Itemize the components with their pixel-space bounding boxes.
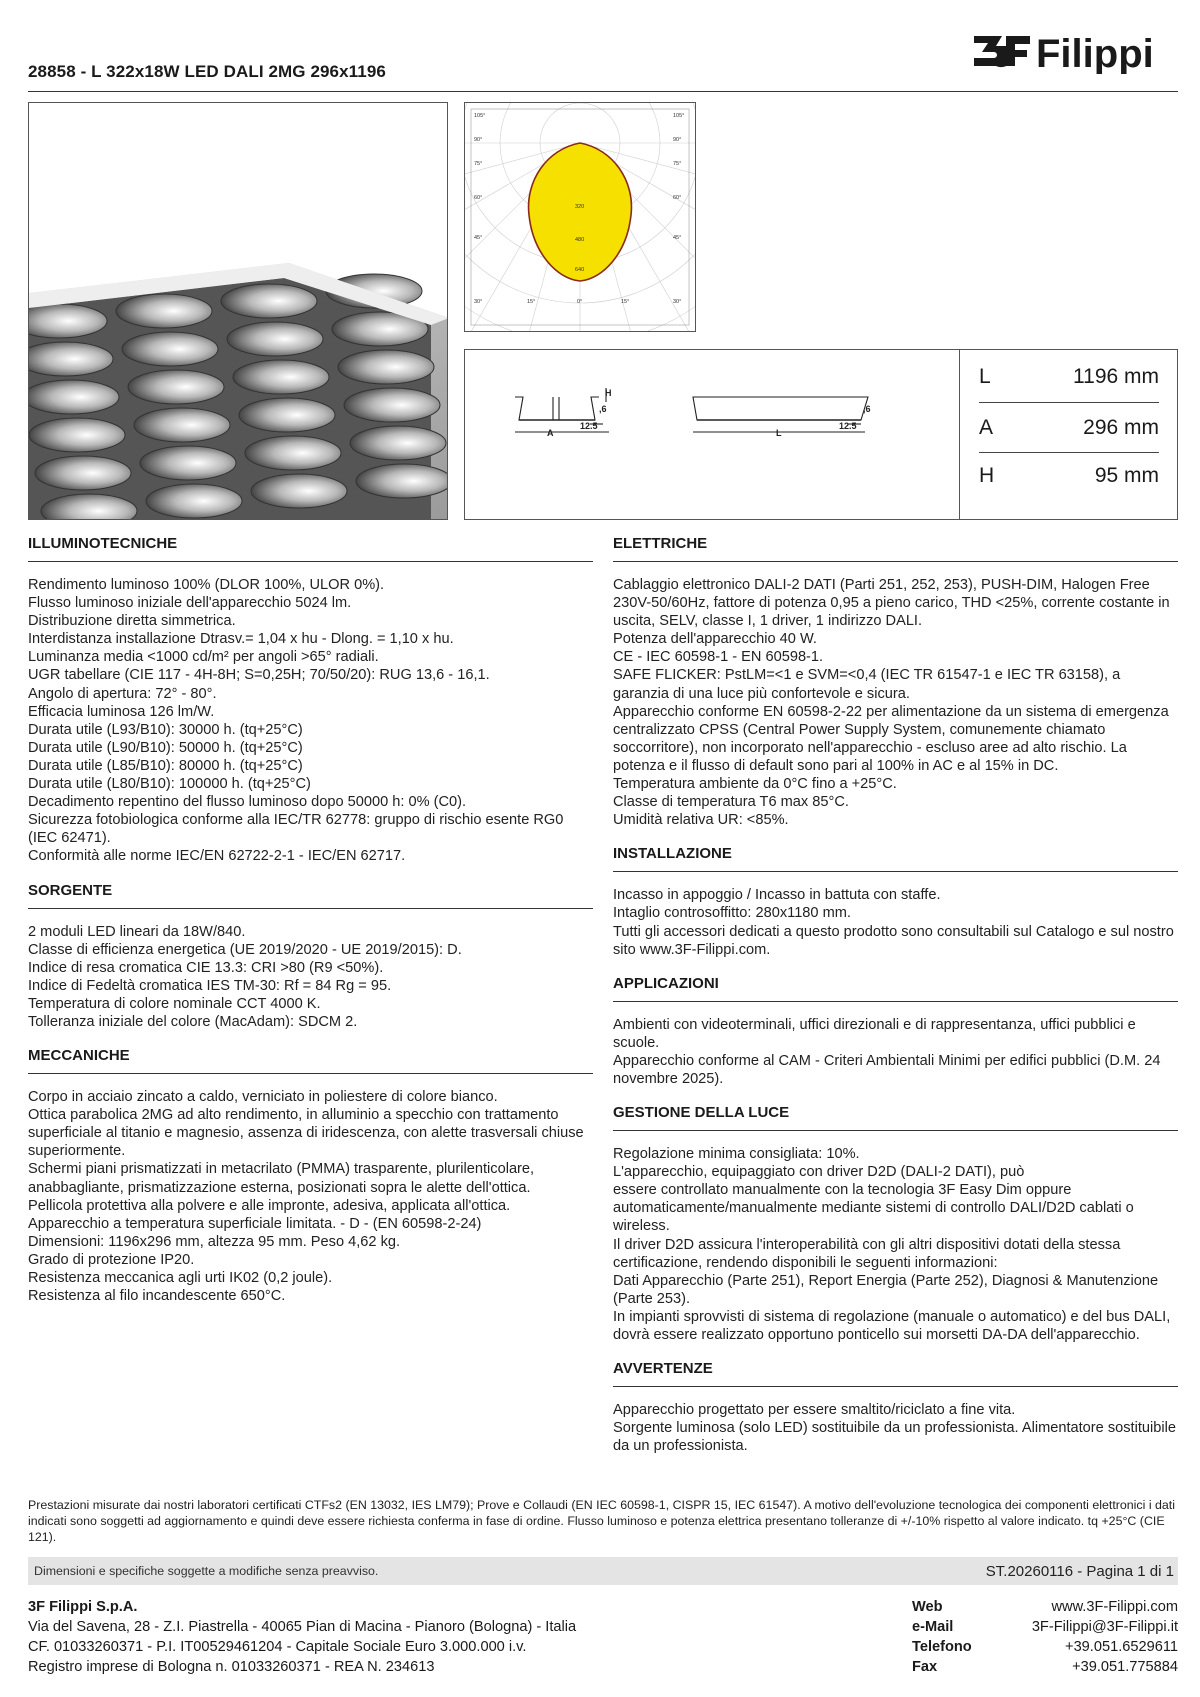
section-line: Resistenza al filo incandescente 650°C.: [28, 1288, 286, 1305]
section-meccaniche: [28, 1045, 593, 1305]
svg-text:Filippi: Filippi: [1036, 32, 1154, 74]
section-line: Interdistanza installazione Dtrasv.= 1,04 x hu - Dlong. = 1,10 x hu.: [28, 631, 454, 648]
section-body: [28, 576, 593, 866]
louvre-cell: [356, 464, 448, 498]
section-line: Tolleranza iniziale del colore (MacAdam): SDCM 2.: [28, 1013, 358, 1030]
company-logo: [972, 24, 1177, 74]
email-link[interactable]: 3F-Filippi@3F-Filippi.it: [1031, 1619, 1178, 1635]
section-line: Durata utile (L85/B10): 80000 h. (tq+25°C): [28, 757, 303, 774]
company-registry: Registro imprese di Bologna n. 01033260371 - REA N. 234613: [28, 1659, 435, 1675]
company-address: Via del Savena, 28 - Z.I. Piastrella - 40065 Pian di Macina - Pianoro (Bologna) - Italia: [28, 1619, 577, 1635]
section-line: Sorgente luminosa (solo LED) sostituibile da un professionista. Alimentatore sostituibile da un professionista.: [613, 1420, 1176, 1455]
section-line: Regolazione minima consigliata: 10%.: [613, 1146, 860, 1163]
section-title: MECCANICHE: [28, 1047, 130, 1065]
dimension-drawing: [465, 350, 959, 519]
section-line: Durata utile (L80/B10): 100000 h. (tq+25°C): [28, 776, 311, 793]
polar-angle-label: 60°: [673, 195, 682, 201]
dimension-value: 1196 mm: [1073, 365, 1159, 388]
phone-value: +39.051.6529611: [1065, 1639, 1178, 1655]
section-body: [613, 1401, 1178, 1455]
header-rule: [28, 91, 1178, 92]
dimension-key: H: [979, 464, 995, 487]
photometric-polar-diagram: [464, 102, 696, 332]
section-line: Durata utile (L90/B10): 50000 h. (tq+25°C): [28, 739, 303, 756]
dimension-value: 95 mm: [1094, 464, 1159, 487]
label-l: L: [776, 428, 782, 438]
section-line: Efficacia luminosa 126 lm/W.: [28, 703, 215, 720]
section-rule: [613, 1386, 1178, 1387]
section-line: Apparecchio conforme al CAM - Criteri Ambientali Minimi per edifici pubblici (D.M. 24 novembre 2025).: [613, 1052, 1161, 1087]
section-line: Apparecchio progettato per essere smaltito/riciclato a fine vita.: [613, 1402, 1016, 1419]
right-column: [613, 533, 1178, 1469]
section-illuminotecniche: [28, 533, 593, 866]
polar-angle-label: 75°: [673, 161, 682, 167]
polar-angle-label: 0°: [577, 299, 583, 305]
section-line: UGR tabellare (CIE 117 - 4H-8H; S=0,25H; 70/50/20): RUG 13,6 - 16,1.: [28, 667, 490, 684]
contact-label: Fax: [912, 1659, 938, 1675]
louvre-cell: [116, 294, 212, 328]
polar-intensity-label: 640: [575, 267, 585, 273]
section-line: Luminanza media <1000 cd/m² per angoli >65° radiali.: [28, 649, 379, 666]
section-line: Apparecchio conforme EN 60598-2-22 per alimentazione da un sistema di emergenza centralizzato CPSS (Central Power Supply System, comunemente chiamato soccorritore), non incorporato nell'apparecchio - escluso aree ad alto rischio. La potenza e il flusso di default sono pari al 100% in AC e al 15% in DC.: [613, 703, 1169, 774]
section-line: Potenza dell'apparecchio 40 W.: [613, 631, 817, 648]
louvre-cell: [134, 408, 230, 442]
polar-angle-label: 90°: [673, 137, 682, 143]
section-line: Temperatura ambiente da 0°C fino a +25°C.: [613, 776, 897, 793]
dimension-row-width: [979, 405, 1159, 451]
section-rule: [613, 1130, 1178, 1131]
section-rule: [613, 871, 1178, 872]
section-line: Tutti gli accessori dedicati a questo prodotto sono consultabili sul Catalogo e sul nostro sito www.3F-Filippi.com.: [613, 923, 1174, 958]
section-title: GESTIONE DELLA LUCE: [613, 1104, 790, 1122]
section-line: Sicurezza fotobiologica conforme alla IEC/TR 62778: gruppo di rischio esente RG0 (IEC 62471).: [28, 812, 564, 847]
dimensions-divider: [959, 350, 960, 519]
section-line: Cablaggio elettronico DALI-2 DATI (Parti 251, 252, 253), PUSH-DIM, Halogen Free 230V-50/60Hz, fattore di potenza 0,95 a pieno carico, THD <25%, corrente costante in uscita, SELV, classe I, 1 driver, 1 indirizzo DALI.: [613, 577, 1170, 630]
section-body: [613, 886, 1178, 958]
dimension-rule: [979, 402, 1159, 403]
polar-angle-label: 45°: [673, 235, 682, 241]
louvre-cell: [239, 398, 335, 432]
section-line: Durata utile (L93/B10): 30000 h. (tq+25°C): [28, 721, 303, 738]
louvre-cell: [128, 370, 224, 404]
section-line: Rendimento luminoso 100% (DLOR 100%, ULOR 0%).: [28, 577, 385, 593]
louvre-cell: [29, 380, 119, 414]
polar-angle-label: 15°: [621, 299, 630, 305]
louvre-cell: [29, 342, 113, 376]
section-rule: [28, 908, 593, 909]
polar-angle-label: 75°: [474, 161, 483, 167]
section-line: In impianti sprovvisti di sistema di regolazione (manuale o automatico) e del bus DALI, dovrà essere realizzato opportuno ponticello sui morsetti DA-DA dell'apparecchio.: [613, 1308, 1171, 1343]
louvre-cell: [35, 456, 131, 490]
product-photo: [28, 102, 448, 520]
section-line: Decadimento repentino del flusso luminoso dopo 50000 h: 0% (C0).: [28, 794, 467, 811]
dimension-key: L: [979, 365, 991, 388]
section-title: SORGENTE: [28, 881, 113, 899]
polar-angle-label: 60°: [474, 195, 483, 201]
label-a: A: [547, 428, 554, 438]
louvre-cell: [338, 350, 434, 384]
louvre-cell: [227, 322, 323, 356]
polar-intensity-label: 320: [575, 204, 585, 210]
product-title: 28858 - L 322x18W LED DALI 2MG 296x1196: [28, 62, 386, 81]
polar-angle-label: 105°: [673, 113, 685, 119]
change-notice: Dimensioni e specifiche soggette a modifiche senza preavviso.: [34, 1564, 379, 1578]
section-line: Flusso luminoso iniziale dell'apparecchio 5024 lm.: [28, 595, 352, 612]
left-column: [28, 533, 593, 1319]
louvre-cell: [350, 426, 446, 460]
dimension-row-length: [979, 354, 1159, 400]
section-line: L'apparecchio, equipaggiato con driver D2D (DALI-2 DATI), può: [613, 1164, 1025, 1181]
dimension-value: 296 mm: [1083, 416, 1159, 439]
section-line: Apparecchio a temperatura superficiale limitata. - D - (EN 60598-2-24): [28, 1215, 482, 1232]
louvre-cell: [146, 484, 242, 518]
section-body: [613, 576, 1178, 829]
section-line: Incasso in appoggio / Incasso in battuta con staffe.: [613, 887, 941, 904]
section-title: INSTALLAZIONE: [613, 845, 732, 863]
section-gestione-della-luce: [613, 1102, 1178, 1344]
contact-label: e-Mail: [912, 1619, 954, 1635]
section-line: 2 moduli LED lineari da 18W/840.: [28, 923, 246, 940]
section-rule: [28, 1073, 593, 1074]
dim-6-l: ,6: [863, 404, 871, 414]
louvre-cell: [251, 474, 347, 508]
polar-angle-label: 105°: [474, 113, 486, 119]
section-title: AVVERTENZE: [613, 1360, 713, 1378]
section-line: Angolo di apertura: 72° - 80°.: [28, 685, 217, 702]
louvre-cell: [233, 360, 329, 394]
section-line: Conformità alle norme IEC/EN 62722-2-1 - IEC/EN 62717.: [28, 848, 406, 865]
polar-intensity-label: 480: [575, 237, 585, 243]
contact-phone: [912, 1637, 1178, 1657]
section-line: Corpo in acciaio zincato a caldo, verniciato in poliestere di colore bianco.: [28, 1089, 498, 1106]
section-line: Indice di Fedeltà cromatica IES TM-30: Rf = 84 Rg = 95.: [28, 977, 392, 994]
dim-12-5-a: 12.5: [580, 421, 598, 431]
company-fiscal: CF. 01033260371 - P.I. IT00529461204 - Capitale Sociale Euro 3.000.000 i.v.: [28, 1639, 527, 1655]
section-line: Grado di protezione IP20.: [28, 1251, 195, 1268]
section-title: ELETTRICHE: [613, 535, 708, 552]
label-h: H: [605, 388, 612, 398]
dim-12-5-l: 12.5: [839, 421, 857, 431]
section-title: APPLICAZIONI: [613, 974, 719, 992]
dimension-row-height: [979, 453, 1159, 499]
dimensions-panel: [464, 349, 1178, 520]
polar-angle-label: 45°: [474, 235, 483, 241]
polar-angle-label: 90°: [474, 137, 483, 143]
section-line: Ottica parabolica 2MG ad alto rendimento, in alluminio a specchio con trattamento superficiale al titanio e magnesio, assenza di iridescenza, con alette trasversali chiuse superiormente.: [28, 1107, 584, 1160]
polar-angle-label: 30°: [673, 299, 682, 305]
section-line: Intaglio controsoffitto: 280x1180 mm.: [613, 905, 851, 922]
contact-label: Telefono: [912, 1639, 972, 1655]
polar-angle-label: 30°: [474, 299, 483, 305]
section-rule: [613, 1001, 1178, 1002]
section-line: Classe di efficienza energetica (UE 2019/2020 - UE 2019/2015): D.: [28, 941, 462, 958]
contact-email: [912, 1617, 1178, 1637]
section-body: [28, 1088, 593, 1305]
section-line: SAFE FLICKER: PstLM=<1 e SVM=<0,4 (IEC TR 61547-1 e IEC TR 63158), a garanzia di una luce più confortevole e sicura.: [613, 667, 1121, 702]
section-line: essere controllato manualmente con la tecnologia 3F Easy Dim oppure automaticamente/manualmente mediante sistemi di controllo DALI/D2D cablati o wireless.: [613, 1182, 1134, 1235]
section-line: Distribuzione diretta simmetrica.: [28, 613, 236, 630]
section-line: Temperatura di colore nominale CCT 4000 K.: [28, 995, 321, 1012]
web-link[interactable]: www.3F-Filippi.com: [1051, 1599, 1178, 1615]
section-sorgente: [28, 880, 593, 1032]
section-title: ILLUMINOTECNICHE: [28, 535, 178, 552]
section-applicazioni: [613, 973, 1178, 1088]
section-line: Indice di resa cromatica CIE 13.3: CRI >80 (R9 <50%).: [28, 959, 384, 976]
section-body: [28, 923, 593, 1032]
section-rule: [28, 561, 593, 562]
section-body: [613, 1145, 1178, 1344]
section-avvertenze: [613, 1358, 1178, 1455]
company-name: 3F Filippi S.p.A.: [28, 1599, 138, 1615]
louvre-cell: [140, 446, 236, 480]
fax-value: +39.051.775884: [1072, 1659, 1178, 1675]
section-line: Pellicola protettiva alla polvere e alle impronte, adesiva, applicata all'ottica.: [28, 1197, 511, 1214]
section-elettriche: [613, 533, 1178, 829]
section-line: CE - IEC 60598-1 - EN 60598-1.: [613, 649, 824, 666]
dimension-key: A: [979, 416, 994, 439]
section-line: Schermi piani prismatizzati in metacrilato (PMMA) trasparente, plurilenticolare, anabbagliante, prismatizzazione esterna, posizionati sopra le alette dell'ottica.: [28, 1161, 535, 1196]
louvre-cell: [221, 284, 317, 318]
section-body: [613, 1016, 1178, 1088]
section-line: Il driver D2D assicura l'interoperabilità con gli altri dispositivi dotati della stessa certificazione, rendendo disponibili le seguenti informazioni:: [613, 1236, 1121, 1271]
louvre-cell: [29, 418, 125, 452]
measurement-disclaimer: Prestazioni misurate dai nostri laboratori certificati CTFs2 (EN 13032, IES LM79); Prove e Collaudi (EN IEC 60598-1, CISPR 15, IEC 61547). A motivo dell'evoluzione tecnologica dei componenti elettronici i dati indicati sono soggetti ad aggiornamento e quindi deve essere richiesta conferma in fase di ordine. Flusso luminoso e potenza elettrica presentano tolleranze di +/-10% rispetto al valore indicato. tq +25°C (CIE 121).: [28, 1498, 1175, 1544]
company-info: [28, 1597, 728, 1677]
contact-web: [912, 1597, 1178, 1617]
document-reference: ST.20260116 - Pagina 1 di 1: [985, 1562, 1174, 1580]
section-line: Classe di temperatura T6 max 85°C.: [613, 794, 849, 811]
section-line: Ambienti con videoterminali, uffici direzionali e di rappresentanza, uffici pubblici e scuole.: [613, 1016, 1136, 1051]
contact-fax: [912, 1657, 1178, 1677]
section-line: Dimensioni: 1196x296 mm, altezza 95 mm. Peso 4,62 kg.: [28, 1233, 401, 1250]
polar-angle-label: 15°: [527, 299, 536, 305]
contact-label: Web: [912, 1599, 943, 1615]
louvre-cell: [122, 332, 218, 366]
section-installazione: [613, 843, 1178, 958]
footer-bar: [28, 1557, 1178, 1585]
section-line: Umidità relativa UR: <85%.: [613, 812, 789, 829]
louvre-cell: [245, 436, 341, 470]
section-line: Dati Apparecchio (Parte 251), Report Energia (Parte 252), Diagnosi & Manutenzione (Parte 253).: [613, 1272, 1159, 1307]
dim-6-a: ,6: [599, 404, 607, 414]
contacts: [912, 1597, 1178, 1677]
louvre-cell: [344, 388, 440, 422]
section-rule: [613, 561, 1178, 562]
section-line: Resistenza meccanica agli urti IK02 (0,2 joule).: [28, 1270, 333, 1286]
